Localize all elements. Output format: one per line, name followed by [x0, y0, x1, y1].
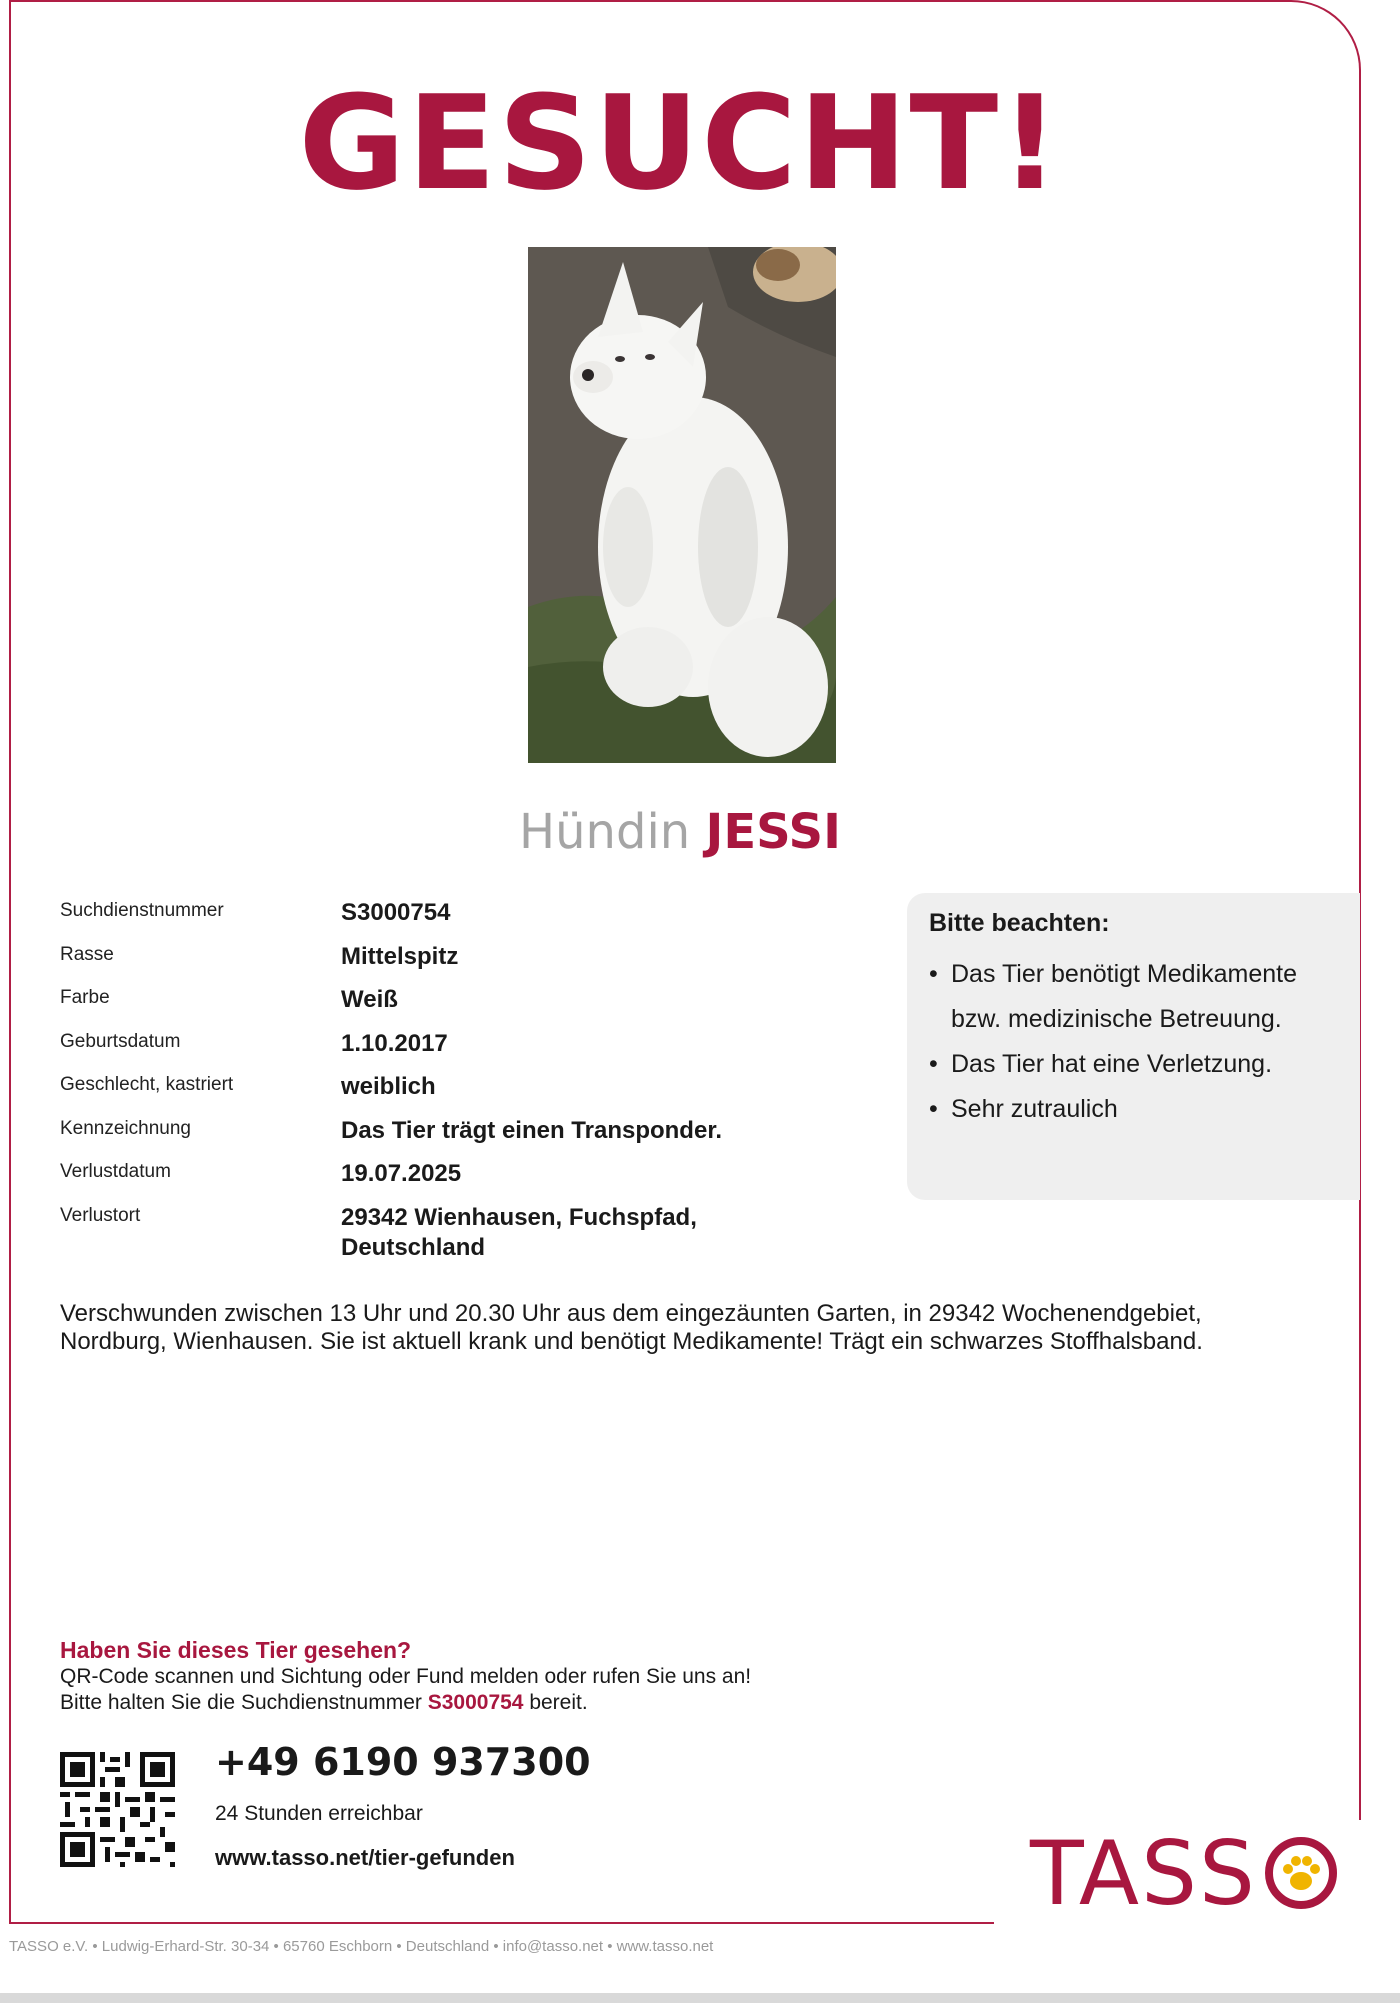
- phone-number[interactable]: +49 6190 937300: [215, 1740, 591, 1784]
- animal-type: Hündin: [519, 804, 691, 860]
- detail-value: weiblich: [341, 1073, 436, 1100]
- detail-value: 1.10.2017: [341, 1029, 448, 1057]
- notes-item: • Sehr zutraulich: [929, 1087, 1338, 1132]
- detail-label: Kennzeichnung: [60, 1117, 191, 1139]
- notes-list: [929, 952, 1338, 1132]
- detail-label: Rasse: [60, 943, 114, 965]
- logo-wordmark: TASS: [1030, 1821, 1257, 1925]
- contact-question: Haben Sie dieses Tier gesehen?: [60, 1637, 412, 1663]
- notes-title: Bitte beachten:: [929, 909, 1110, 937]
- notes-item: • Das Tier hat eine Verletzung.: [929, 1042, 1338, 1087]
- notes-box: [907, 893, 1360, 1200]
- animal-name: JESSI: [705, 804, 841, 860]
- detail-row-sex: [60, 1072, 780, 1116]
- detail-row-breed: [60, 942, 780, 986]
- frame-bottom-line: [9, 1922, 994, 1924]
- detail-row-identification: [60, 1116, 780, 1160]
- website-link[interactable]: www.tasso.net/tier-gefunden: [215, 1845, 515, 1870]
- footer-address: TASSO e.V. • Ludwig-Erhard-Str. 30-34 • 65760 Eschborn • Deutschland • info@tasso.net • www.tasso.net: [9, 1938, 714, 1955]
- notes-item: • Das Tier benötigt Medikamente bzw. medizinische Betreuung.: [929, 952, 1331, 1042]
- details-table: [60, 898, 780, 1261]
- detail-row-loss-date: [60, 1159, 780, 1203]
- tasso-logo: [1030, 1818, 1341, 1928]
- detail-label: Suchdienstnummer: [60, 900, 224, 921]
- detail-label: Verlustort: [60, 1204, 141, 1226]
- detail-value: 29342 Wienhausen, Fuchspfad, Deutschland: [341, 1203, 697, 1261]
- detail-value: 19.07.2025: [341, 1160, 462, 1187]
- page-bottom-bar: [0, 1993, 1400, 2003]
- animal-title: [0, 800, 1360, 864]
- detail-row-search-number: [60, 898, 780, 942]
- availability-text: 24 Stunden erreichbar: [215, 1802, 423, 1825]
- contact-section: [60, 1636, 1060, 1716]
- paw-circle-icon: [1261, 1833, 1341, 1913]
- detail-label: Farbe: [60, 987, 110, 1008]
- contact-search-number: S3000754: [427, 1691, 524, 1714]
- detail-value: Mittelspitz: [341, 942, 459, 970]
- contact-line1: QR-Code scannen und Sichtung oder Fund melden oder rufen Sie uns an!: [60, 1665, 752, 1688]
- detail-label: Verlustdatum: [60, 1161, 171, 1182]
- detail-row-birthdate: [60, 1029, 780, 1073]
- description: Verschwunden zwischen 13 Uhr und 20.30 Uhr aus dem eingezäunten Garten, in 29342 Wochenendgebiet, Nordburg, Wienhausen. Sie ist aktuell krank und benötigt Medikamente! Trägt ein schwarzes Stoffhalsband.: [60, 1300, 1203, 1355]
- contact-line2-suffix: bereit.: [529, 1691, 588, 1714]
- detail-label: Geburtsdatum: [60, 1030, 181, 1052]
- contact-line2-prefix: Bitte halten Sie die Suchdienstnummer: [60, 1691, 422, 1714]
- detail-value: Weiß: [341, 986, 398, 1013]
- detail-value: S3000754: [341, 899, 451, 926]
- qr-code-icon[interactable]: [60, 1752, 175, 1867]
- detail-label: Geschlecht, kastriert: [60, 1074, 234, 1095]
- headline: GESUCHT!: [298, 67, 1062, 219]
- contact-line2: [60, 1690, 1060, 1716]
- detail-value: Das Tier trägt einen Transponder.: [341, 1116, 722, 1144]
- dog-photo: [528, 247, 836, 763]
- detail-row-color: [60, 985, 780, 1029]
- detail-row-loss-place: [60, 1203, 780, 1261]
